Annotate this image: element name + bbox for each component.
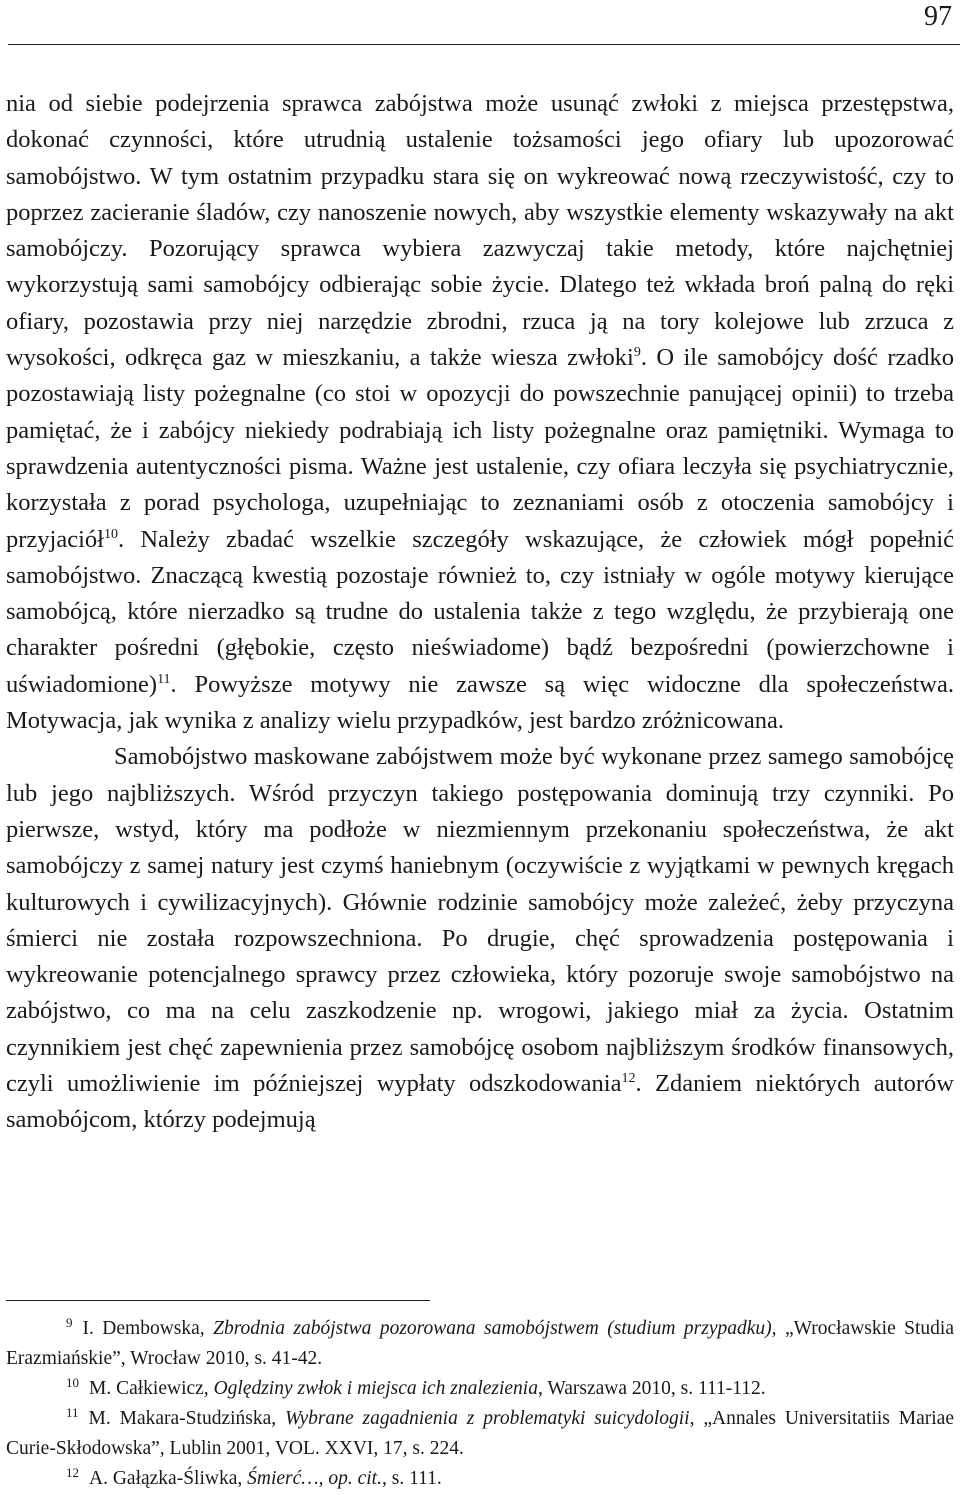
footnotes xyxy=(6,1314,954,1494)
footnote-number: 10 xyxy=(66,1375,79,1390)
body-text xyxy=(6,86,954,1139)
footnote-12 xyxy=(6,1464,954,1494)
footnote-ref-9[interactable]: 9 xyxy=(633,345,641,361)
footnote-10 xyxy=(6,1374,954,1404)
footnote-11 xyxy=(6,1404,954,1464)
footnote-title: Zbrodnia zabójstwa pozorowana samobójstwem (studium przypadku) xyxy=(213,1318,772,1339)
footnote-ref-10[interactable]: 10 xyxy=(103,526,118,542)
footnote-source: , s. 111. xyxy=(381,1468,442,1489)
footnote-author: M. Makara-Studzińska, xyxy=(88,1408,286,1429)
footnote-number: 12 xyxy=(66,1465,79,1480)
paragraph-text: . O ile samobójcy dość rzadko pozostawiają listy pożegnalne (co stoi w opozycji do powszechnie panującej opinii) to trzeba pamiętać, że i zabójcy niekiedy podrabiają ich listy pożegnalne oraz pamiętniki. Wymaga to sprawdzenia autentyczności pisma. Ważne jest ustalenie, czy ofiara leczyła się psychiatrycznie, korzystała z porad psychologa, uzupełniając to zeznaniami osób z otoczenia samobójcy i przyjaciół xyxy=(6,344,954,553)
footnote-source: , Warszawa 2010, s. 111-112. xyxy=(537,1378,766,1399)
footnote-9 xyxy=(6,1314,954,1374)
header-rule xyxy=(8,44,960,45)
paragraph-text: . Powyższe motywy nie zawsze są więc widoczne dla społeczeństwa. Motywacja, jak wynika z analizy wielu przypadków, jest bardzo zróżnicowana. xyxy=(6,670,954,735)
footnote-source: , „Wrocławskie Studia Erazmiańskie”, Wrocław 2010, s. 41-42. xyxy=(6,1318,954,1369)
footnote-ref-12[interactable]: 12 xyxy=(621,1071,636,1087)
paragraph-text: . Zdaniem niektórych autorów samobójcom, którzy podejmują xyxy=(6,1070,954,1134)
footnote-author: A. Gałązka-Śliwka, xyxy=(89,1468,248,1489)
footnote-title: Wybrane zagadnienia z problematyki suicydologii xyxy=(285,1408,690,1429)
footnote-number: 11 xyxy=(66,1405,79,1420)
footnote-title: Śmierć…, op. cit. xyxy=(247,1468,382,1489)
paragraph-text: . Należy zbadać wszelkie szczegóły wskazujące, że człowiek mógł popełnić samobójstwo. Znaczącą kwestią pozostaje również to, czy istniały w ogóle motywy kierujące samobójcą, które nierzadko są trudne do ustalenia także z tego względu, że przybierają one charakter pośredni (głębokie, często nieświadome) bądź bezpośredni (powierzchowne i uświadomione) xyxy=(6,525,954,698)
footnote-separator xyxy=(6,1300,430,1301)
footnote-author: M. Całkiewicz, xyxy=(89,1378,214,1399)
footnote-ref-11[interactable]: 11 xyxy=(157,671,171,687)
footnote-number: 9 xyxy=(66,1315,73,1330)
paragraph-1 xyxy=(6,86,954,739)
footnote-author: I. Dembowska, xyxy=(82,1318,214,1339)
paragraph-text: nia od siebie podejrzenia sprawca zabójstwa może usunąć zwłoki z miejsca przestępstwa, dokonać czynności, które utrudnią ustalenie tożsamości jego ofiary lub upozorować samobójstwo. W tym ostatnim przypadku stara się on wykreować nową rzeczywistość, czy to poprzez zacieranie śladów, czy nanoszenie nowych, aby wszystkie elementy wskazywały na akt samobójczy. Pozorujący sprawca wybiera zazwyczaj takie metody, które najchętniej wykorzystują sami samobójcy odbierając sobie życie. Dlatego też wkłada broń palną do ręki ofiary, pozostawia przy niej narzędzie zbrodni, rzuca ją na tory kolejowe lub zrzuca z wysokości, odkręca gaz w mieszkaniu, a także wiesza zwłoki xyxy=(6,90,954,372)
page-number: 97 xyxy=(924,1,952,32)
footnote-source: , „Annales Universitatiis Mariae Curie-Skłodowska”, Lublin 2001, VOL. XXVI, 17, s. 224. xyxy=(6,1408,954,1459)
footnote-title: Oględziny zwłok i miejsca ich znalezienia xyxy=(213,1378,538,1399)
paragraph-2 xyxy=(6,739,954,1138)
paragraph-text: Samobójstwo maskowane zabójstwem może być wykonane przez samego samobójcę lub jego najbliższych. Wśród przyczyn takiego postępowania dominują trzy czynniki. Po pierwsze, wstyd, który ma podłoże w niezmiennym przekonaniu społeczeństwa, że akt samobójczy z samej natury jest czymś haniebnym (oczywiście z wyjątkami w pewnych kręgach kulturowych i cywilizacyjnych). Głównie rodzinie samobójcy może zależeć, żeby przyczyna śmierci nie została rozpowszechniona. Po drugie, chęć sprowadzenia postępowania i wykreowanie potencjalnego sprawcy przez człowieka, który pozoruje swoje samobójstwo na zabójstwo, co ma na celu zaszkodzenie np. wrogowi, jakiego miał za życia. Ostatnim czynnikiem jest chęć zapewnienia przez samobójcę osobom najbliższym środków finansowych, czyli umożliwienie im późniejszej wypłaty odszkodowania xyxy=(6,743,954,1098)
